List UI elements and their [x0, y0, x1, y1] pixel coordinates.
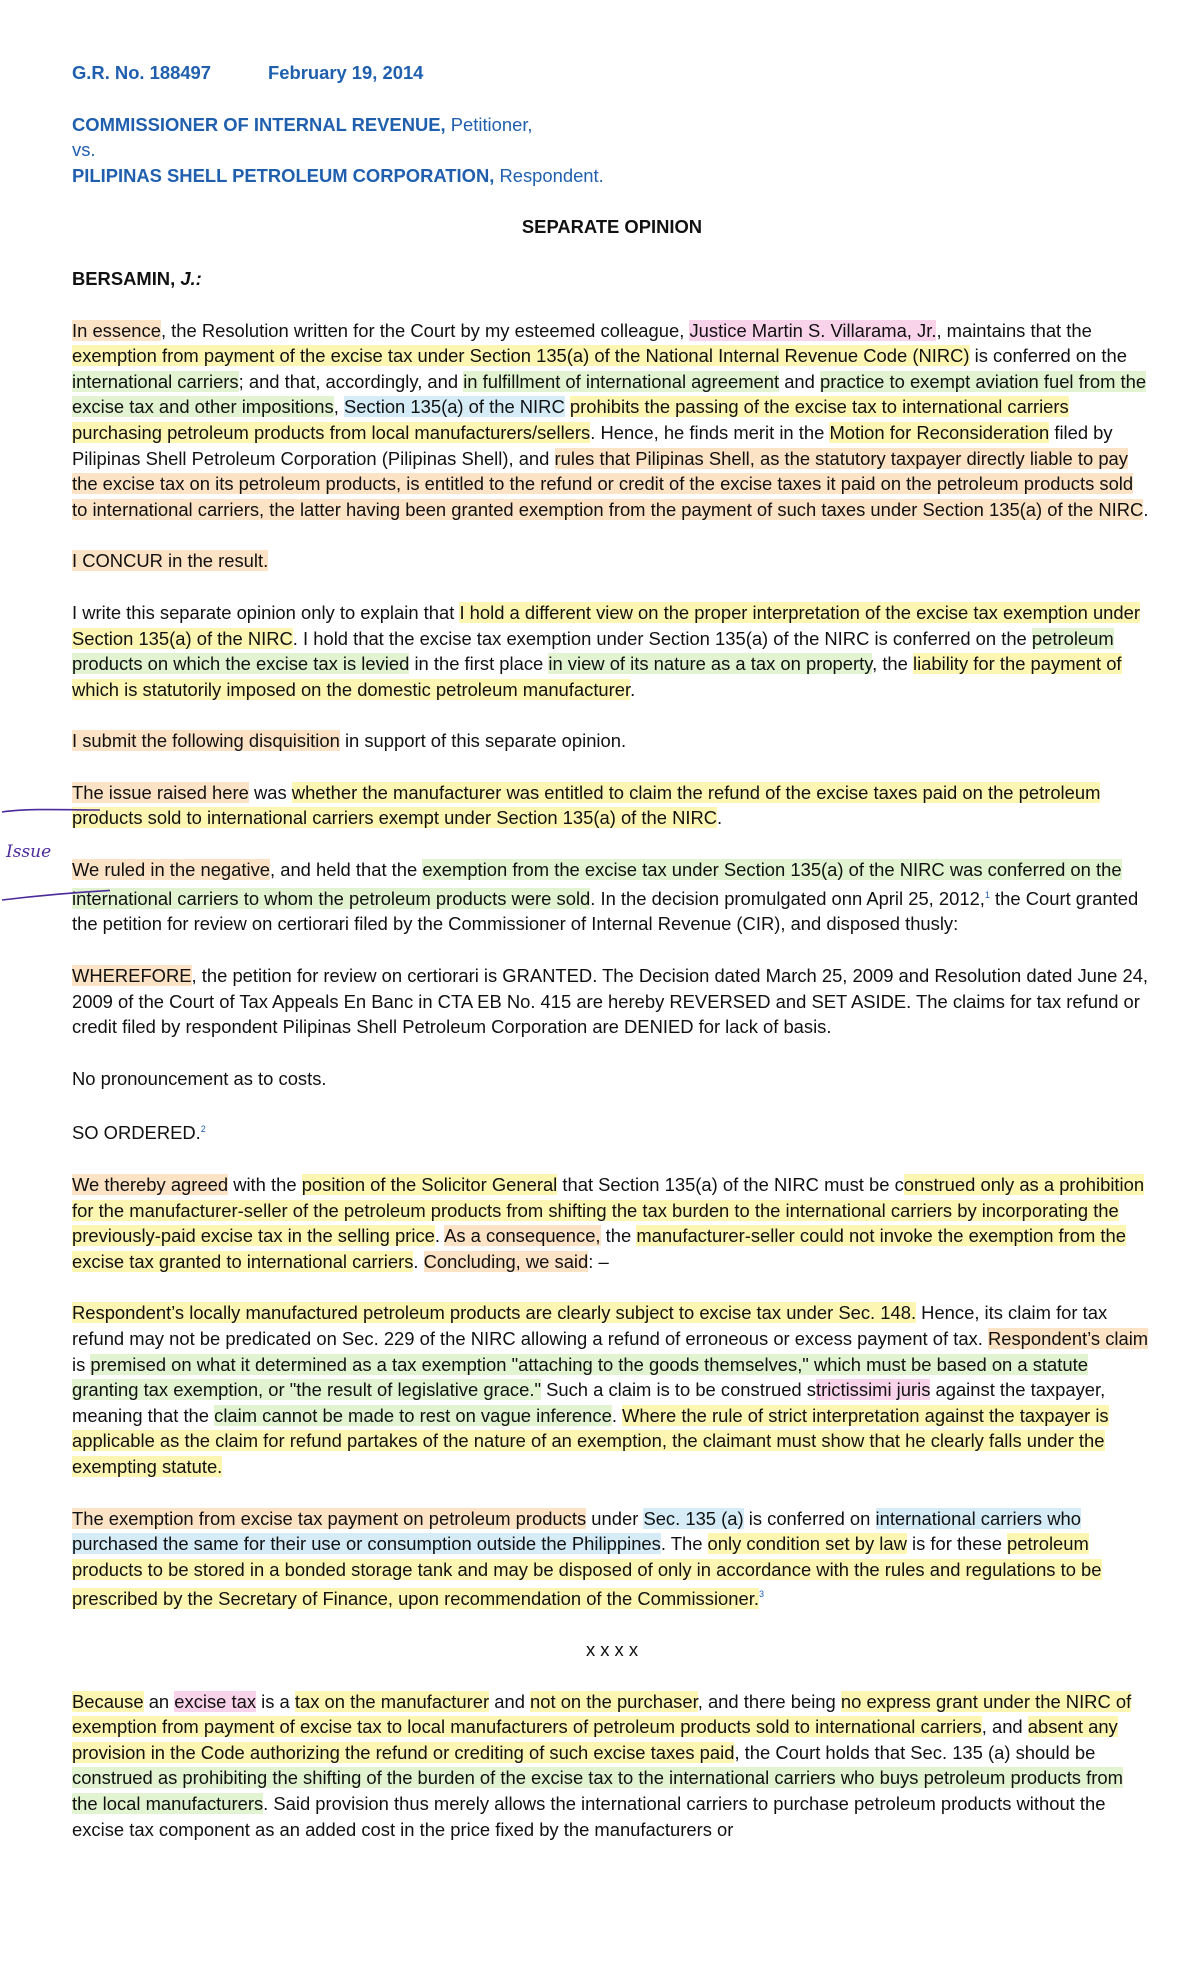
text-run: : –	[588, 1250, 609, 1272]
text-run: an	[143, 1690, 175, 1712]
versus: vs.	[72, 139, 96, 161]
text-run: , the	[872, 653, 913, 675]
respondent-name: PILIPINAS SHELL PETROLEUM CORPORATION,	[72, 164, 495, 186]
highlighted-text: Respondent’s claim	[987, 1328, 1149, 1350]
highlighted-text: claim cannot be made to rest on vague inference	[214, 1404, 612, 1426]
text-run: is conferred on	[743, 1507, 876, 1529]
highlighted-text: international carriers who purchased the same for their use or consumption outside the Philippines	[72, 1507, 1081, 1555]
text-run: in support of this separate opinion.	[339, 730, 627, 752]
text-run: . Hence, he finds merit in the	[590, 421, 830, 443]
text-run: is for these	[906, 1533, 1008, 1555]
highlighted-text: prohibits the passing of the excise tax to international carriers purchasing petroleum products from local manufacturers/sellers	[72, 396, 1069, 443]
respondent-line	[72, 163, 1152, 189]
text-run: the	[600, 1225, 637, 1247]
highlighted-text: exemption from the excise tax under Section 135(a) of the NIRC was conferred on the international carriers to whom the petroleum products were sold	[72, 859, 1122, 909]
document-page	[72, 60, 1152, 1842]
text-run: SO ORDERED.	[72, 1122, 201, 1144]
text-run: and	[489, 1690, 531, 1712]
paragraph	[72, 857, 1152, 937]
highlighted-text: whether the manufacturer was entitled to claim the refund of the excise taxes paid on the petroleum products sold to international carriers exempt under Section 135(a) of the NIRC	[72, 781, 1101, 829]
highlighted-text: I CONCUR in the result.	[72, 550, 269, 572]
footnote-ref: 1	[984, 889, 990, 900]
text-run: , the petition for review on certiorari is GRANTED. The Decision dated March 25, 2009 and Resolution dated June 24, 2009 of the Court of Tax Appeals En Banc in CTA EB No. 415 are hereby REVERSED and SET ASIDE. The claims for tax refund or credit filed by respondent Pilipinas Shell Petroleum Corporation are DENIED for lack of basis.	[72, 964, 1149, 1038]
text-run: No pronouncement as to costs.	[72, 1067, 327, 1089]
text-run: ,	[333, 396, 344, 418]
paragraph	[72, 600, 1152, 702]
highlighted-text: excise tax	[174, 1690, 257, 1712]
highlighted-text: The issue raised here	[72, 781, 249, 803]
highlighted-text: Where the rule of strict interpretation against the taxpayer is applicable as the claim for refund partakes of the nature of an exemption, the claimant must show that he clearly falls under the exempting statute.	[72, 1404, 1109, 1477]
footnote-ref: 3	[758, 1589, 764, 1600]
highlighted-text: I submit the following disquisition	[72, 730, 340, 752]
text-run: and	[779, 370, 820, 392]
highlighted-text: Motion for Reconsideration	[829, 421, 1050, 443]
highlighted-text: trictissimi juris	[815, 1379, 931, 1401]
text-run: I write this separate opinion only to explain that	[72, 601, 460, 623]
highlighted-text: Sec. 135 (a)	[643, 1507, 744, 1529]
text-run: .	[717, 807, 723, 829]
author-suffix: J.:	[180, 267, 202, 289]
text-run: was	[248, 781, 292, 803]
text-run: .	[434, 1225, 445, 1247]
case-header	[72, 60, 1152, 86]
highlighted-text: position of the Solicitor General	[301, 1174, 558, 1196]
highlighted-text: premised on what it determined as a tax exemption "attaching to the goods themselves," which must be based on a statute granting tax exemption, or "the result of legislative grace."	[72, 1353, 1088, 1401]
highlighted-text: We thereby agreed	[72, 1174, 229, 1196]
text-run: , the Court holds that Sec. 135 (a) should be	[734, 1741, 1096, 1763]
highlighted-text: onstrued only as a prohibition for the manufacturer-seller of the petroleum products from shifting the tax burden to the international carriers by incorporating the previously-paid excise tax in the selling price	[72, 1174, 1145, 1247]
text-run: , and held that the	[270, 859, 423, 881]
text-run: is	[72, 1353, 91, 1375]
text-run: filed by Pilipinas Shell Petroleum Corporation (Pilipinas Shell), and	[72, 421, 1113, 469]
text-run: under	[586, 1507, 644, 1529]
opinion-title: SEPARATE OPINION	[521, 216, 703, 238]
text-run: the Court granted the petition for review on certiorari filed by the Commissioner of Internal Revenue (CIR), and disposed thusly:	[72, 887, 1139, 935]
highlighted-text: absent any provision in the Code authorizing the refund or crediting of such excise taxes paid	[72, 1716, 1118, 1763]
highlighted-text: practice to exempt aviation fuel from the excise tax and other impositions	[72, 370, 1147, 418]
text-run: .	[1143, 498, 1149, 520]
text-run: . The	[660, 1533, 708, 1555]
highlighted-text: international carriers	[72, 370, 239, 392]
text-run: that Section 135(a) of the NIRC must be c	[557, 1174, 904, 1196]
text-run: , and	[981, 1716, 1028, 1738]
text-run: .	[611, 1404, 623, 1426]
highlighted-text: WHEREFORE	[72, 964, 192, 986]
text-run: .	[413, 1250, 424, 1272]
margin-note: Issue	[6, 842, 52, 862]
quoted-paragraph	[72, 1689, 1152, 1843]
highlighted-text: not on the purchaser	[530, 1690, 698, 1712]
footnote-ref: 2	[200, 1124, 206, 1135]
highlighted-text: petroleum products on which the excise tax is levied	[72, 627, 1114, 675]
highlighted-text: Justice Martin S. Villarama, Jr.	[689, 319, 937, 341]
paragraph	[72, 1172, 1152, 1274]
petitioner-line	[72, 112, 1152, 138]
highlighted-text: only condition set by law	[707, 1533, 907, 1555]
highlighted-text: manufacturer-seller could not invoke the exemption from the excise tax granted to international carriers	[72, 1225, 1126, 1272]
highlighted-text: liability for the payment of which is statutorily imposed on the domestic petroleum manufacturer	[72, 653, 1122, 700]
highlighted-text: Respondent’s locally manufactured petroleum products are clearly subject to excise tax under Sec. 148.	[72, 1302, 917, 1324]
case-number: G.R. No. 188497	[72, 62, 212, 83]
highlighted-text: in fulfillment of international agreement	[463, 370, 780, 392]
highlighted-text: Because	[72, 1690, 144, 1712]
case-date: February 19, 2014	[268, 62, 424, 83]
text-run: in the first place	[409, 653, 549, 675]
highlighted-text: exemption from payment of the excise tax under Section 135(a) of the National Internal Revenue Code (NIRC)	[72, 345, 970, 367]
text-run: Hence, its claim for tax refund may not be predicated on Sec. 229 of the NIRC allowing a refund of erroneous or excess payment of tax.	[72, 1302, 1108, 1350]
highlighted-text: no express grant under the NIRC of exemption from payment of excise tax to local manufacturers of petroleum products sold to international carriers	[72, 1690, 1132, 1738]
text-run: ; and that, accordingly, and	[238, 370, 464, 392]
text-run: . Said provision thus merely allows the international carriers to purchase petroleum products without the excise tax component as an added cost in the price fixed by the manufacturers or	[72, 1793, 1106, 1840]
text-run: , and there being	[697, 1690, 841, 1712]
quoted-dispositive	[72, 963, 1152, 1040]
highlighted-text: Section 135(a) of the NIRC	[343, 396, 565, 418]
text-run: is conferred on the	[969, 345, 1127, 367]
respondent-role: Respondent.	[494, 164, 604, 186]
petitioner-name: COMMISSIONER OF INTERNAL REVENUE,	[72, 113, 446, 135]
paragraph	[72, 318, 1152, 523]
highlighted-text: in view of its nature as a tax on property	[548, 653, 873, 675]
paragraph	[72, 1117, 1152, 1146]
paragraph	[72, 728, 1152, 754]
author-name: BERSAMIN,	[72, 267, 181, 289]
highlighted-text: Concluding, we said	[423, 1250, 589, 1272]
paragraph	[72, 548, 1152, 574]
highlighted-text: In essence	[72, 319, 161, 341]
petitioner-role: Petitioner,	[445, 113, 533, 135]
text-run: . In the decision promulgated onn April 25, 2012,	[590, 887, 985, 909]
text-run: is a	[256, 1690, 295, 1712]
highlighted-text: We ruled in the negative	[72, 859, 270, 881]
text-run: , the Resolution written for the Court by my esteemed colleague,	[160, 319, 690, 341]
opinion-author	[72, 266, 1152, 292]
quoted-paragraph	[72, 1300, 1152, 1479]
ellipsis-separator: x x x x	[585, 1639, 639, 1661]
text-run: , maintains that the	[936, 319, 1092, 341]
highlighted-text: tax on the manufacturer	[294, 1690, 490, 1712]
text-run: against the taxpayer, meaning that the	[72, 1379, 1106, 1426]
highlighted-text: The exemption from excise tax payment on petroleum products	[72, 1507, 587, 1529]
highlighted-text: As a consequence,	[444, 1225, 601, 1247]
text-run: with the	[228, 1174, 302, 1196]
handwritten-issue-annotation	[0, 806, 110, 906]
text-run: . I hold that the excise tax exemption under Section 135(a) of the NIRC is conferred on the	[292, 627, 1032, 649]
highlighted-text: I hold a different view on the proper interpretation of the excise tax exemption under Section 135(a) of the NIRC	[72, 601, 1140, 649]
highlighted-text: petroleum products to be stored in a bonded storage tank and may be disposed of only in accordance with the rules and regulations to be prescribed by the Secretary of Finance, upon recommendation of the Commissioner.	[72, 1533, 1102, 1609]
highlighted-text: construed as prohibiting the shifting of the burden of the excise tax to the international carriers who buys petroleum products from the local manufacturers	[72, 1767, 1123, 1815]
text-run: Such a claim is to be construed s	[540, 1379, 816, 1401]
text-run: .	[630, 678, 636, 700]
issue-paragraph	[72, 780, 1152, 831]
quoted-paragraph	[72, 1506, 1152, 1612]
highlighted-text: rules that Pilipinas Shell, as the statutory taxpayer directly liable to pay the excise tax on its petroleum products, is entitled to the refund or credit of the excise taxes it paid on the petroleum products sold to international carriers, the latter having been granted exemption from the payment of such taxes under Section 135(a) of the NIRC	[72, 447, 1144, 520]
paragraph	[72, 1066, 1152, 1092]
